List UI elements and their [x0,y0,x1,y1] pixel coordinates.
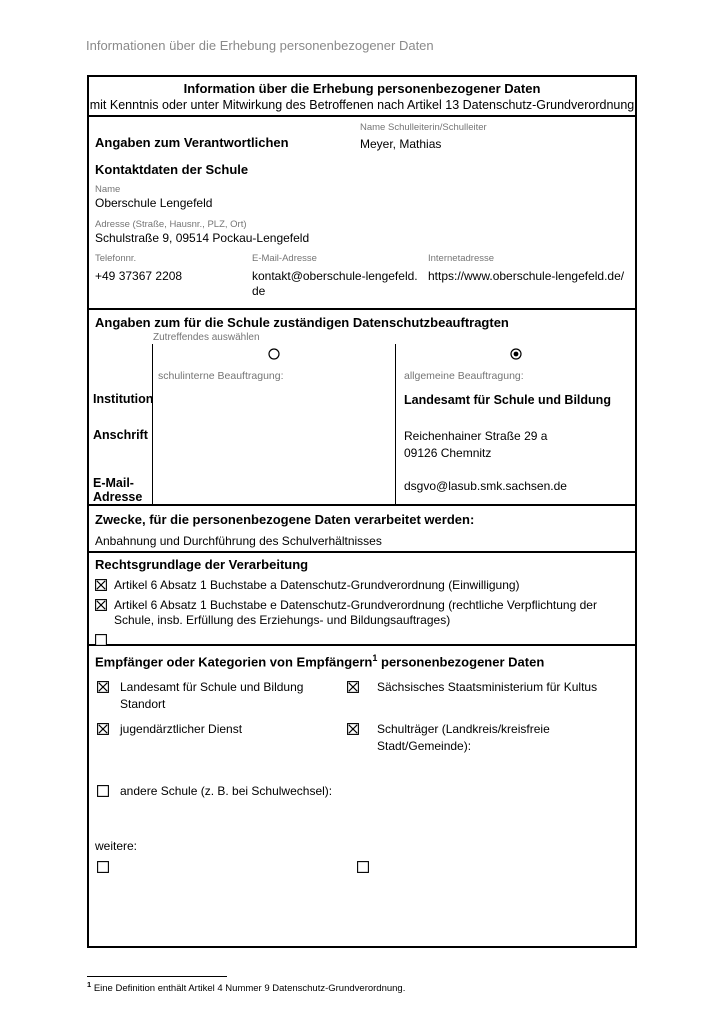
footnote-text [87,980,405,994]
legal-item-row [95,598,629,628]
purposes-value: Anbahnung und Durchführung des Schulverhältnisses [95,534,382,548]
contact-row [95,253,629,299]
checkbox-schultraeger-icon[interactable] [347,723,359,735]
contact-heading: Kontaktdaten der Schule [95,162,249,177]
checkbox-weitere-1-icon[interactable] [97,861,109,873]
recipient-item [347,679,629,696]
dpo-address-line1: Reichenhainer Straße 29 a [404,429,548,443]
legal-item-row [95,633,629,646]
recipients-more-label: weitere: [95,838,138,853]
recipients-heading-text: Empfänger oder Kategorien von Empfängern [95,654,373,670]
purposes-heading: Zwecke, für die personenbezogene Daten verarbeitet werden: [95,512,475,527]
dpo-option-internal [152,344,395,504]
website-label: Internetadresse [428,253,495,264]
email-label: E-Mail-Adresse [252,253,317,264]
recipients-heading-text: personenbezogener Daten [377,654,545,670]
checkbox-legal-e-icon[interactable] [95,599,107,611]
dpo-row-address: Anschrift [93,428,148,442]
checkbox-legal-empty-icon[interactable] [95,634,107,646]
dpo-table [89,344,635,504]
website-field [428,253,629,299]
dpo-row-email: E-Mail-Adresse [93,476,143,504]
checkbox-legal-a-icon[interactable] [95,579,107,591]
responsible-heading-cell [95,117,360,152]
footnote-divider [87,976,227,977]
recipient-item [97,783,357,800]
dpo-row-institution: Institution [93,392,154,406]
recipients-row [95,721,629,754]
recipients-row [95,783,629,800]
checkbox-andere-schule-icon[interactable] [97,785,109,797]
dpo-option-general [395,344,635,504]
checkbox-weitere-2-icon[interactable] [357,861,369,873]
checkbox-lasub-icon[interactable] [97,681,109,693]
dpo-institution-value: Landesamt für Schule und Bildung [404,393,611,407]
page-title: Informationen über die Erhebung personenbezogener Daten [86,38,434,53]
recipient-item [97,721,347,738]
recipient-label: Sächsisches Staatsministerium für Kultus [377,680,598,695]
school-name-label: Name [95,184,121,195]
dpo-select-hint: Zutreffendes auswählen [153,332,260,343]
recipient-label: andere Schule (z. B. bei Schulwechsel): [120,784,333,799]
radio-internal[interactable] [268,348,280,360]
checkbox-jugendarzt-icon[interactable] [97,723,109,735]
dpo-email-value: dsgvo@lasub.smk.sachsen.de [404,479,567,493]
form-subtitle: mit Kenntnis oder unter Mitwirkung des Betroffenen nach Artikel 13 Datenschutz-Grundverordnung [89,98,635,112]
school-address-label: Adresse (Straße, Hausnr., PLZ, Ort) [95,219,247,230]
legal-item-label: Artikel 6 Absatz 1 Buchstabe e Datenschutz-Grundverordnung (rechtliche Verpflichtung der Schule, insb. Erfüllung des Erziehungs- und Bildungsauftrages) [114,598,597,627]
dpo-heading: Angaben zum für die Schule zuständigen Datenschutzbeauftragten [95,315,509,330]
school-name-value: Oberschule Lengefeld [95,196,213,210]
internal-option-label: schulinterne Beauftragung: [158,370,284,382]
headmaster-label: Name Schulleiterin/Schulleiter [360,122,487,133]
recipient-item-empty [97,859,357,873]
recipient-item [347,721,629,754]
legal-item-label: Artikel 6 Absatz 1 Buchstabe a Datenschutz-Grundverordnung (Einwilligung) [114,578,520,592]
section-recipients [89,646,635,946]
form-header [89,77,635,117]
website-value: https://www.oberschule-lengefeld.de/ [428,269,625,283]
general-option-label: allgemeine Beauftragung: [404,370,524,382]
legal-basis-heading: Rechtsgrundlage der Verarbeitung [95,557,309,572]
section-purposes [89,506,635,553]
headmaster-field [360,122,487,152]
recipient-item-empty [357,859,369,873]
phone-value: +49 37367 2208 [95,269,183,283]
section-responsible [89,117,635,310]
form-title: Information über die Erhebung personenbezogener Daten [183,81,541,96]
radio-general[interactable] [510,348,522,360]
footnote [87,976,405,994]
section-dpo [89,310,635,506]
section-legal-basis [89,553,635,646]
footnote-body: Eine Definition enthält Artikel 4 Nummer 9 Datenschutz-Grundverordnung. [93,983,406,995]
recipient-label: Schulträger (Landkreis/kreisfreie Stadt/Gemeinde): [377,722,550,753]
email-value: kontakt@oberschule-lengefeld.de [252,269,418,298]
phone-label: Telefonnr. [95,253,137,264]
footnote-marker: 1 [87,980,92,989]
school-address-value: Schulstraße 9, 09514 Pockau-Lengefeld [95,231,310,245]
recipient-label: jugendärztlicher Dienst [120,722,243,737]
responsible-row [95,117,629,152]
legal-item-row [95,578,629,593]
recipients-extra-row [95,859,629,873]
recipients-heading [95,650,629,670]
email-field [252,253,428,299]
dpo-row-labels [89,344,152,504]
recipients-heading-footnote-marker: 1 [372,653,378,663]
recipient-item [97,679,347,712]
form-container [87,75,637,948]
headmaster-value: Meyer, Mathias [360,137,442,151]
phone-field [95,253,252,299]
recipient-label: Landesamt für Schule und Bildung Standort [120,680,304,711]
dpo-address-line2: 09126 Chemnitz [404,446,492,460]
recipients-row [95,679,629,712]
checkbox-smk-icon[interactable] [347,681,359,693]
responsible-heading: Angaben zum Verantwortlichen [95,135,289,150]
